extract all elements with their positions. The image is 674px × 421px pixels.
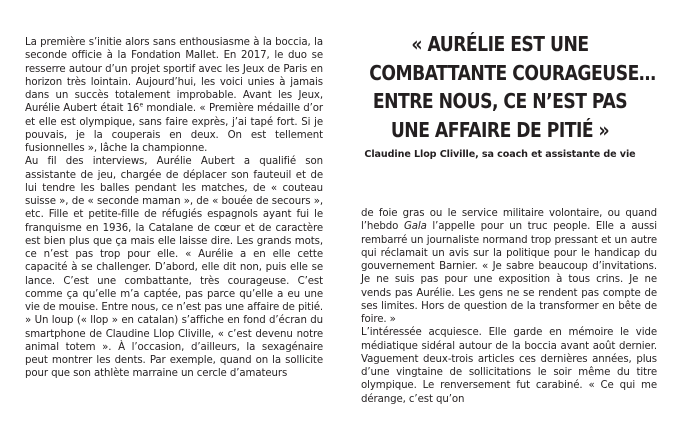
pull-quote-line: « AURÉLIE EST UNE xyxy=(411,32,589,56)
pull-quote-line: UNE AFFAIRE DE PITIÉ » xyxy=(390,117,610,142)
article-paragraph: Au fil des interviews, Aurélie Aubert a qualifié son assistante de jeu, chargée de déplacer son fauteuil et de lui tendre les balles pendant les matches, de « couteau suisse », de « seconde maman », de « bouée de secours », etc. Fille et petite-fille de réfugiés espagnols ayant fui le franquisme en 1936, la Catalane de cœur et de caractère est bien plus que ça mais elle laisse dire. Les grands mots, ce n’est pas trop pour elle. « Aurélie a en elle cette capacité à se challenger. D’abord, elle dit non, puis elle se lance. C’est une combattante, très courageuse. C’est comme ça qu’elle m’a captée, pas parce qu’elle a eu une vie de mouise. Entre nous, ce n’est pas une affaire de pitié. » Un loup (« llop » en catalan) s’affiche en fond d’écran du smartphone de Claudine Llop Cliville, « c’est devenu notre animal totem ». À l’occasion, d’ailleurs, la sexagénaire peut montrer les dents. Par exemple, quand on la sollicite pour que son athlète marraine un cercle d’amateurs xyxy=(25,156,323,380)
article-paragraph xyxy=(25,36,323,155)
article-left-column xyxy=(25,36,323,381)
pull-quote xyxy=(369,30,656,144)
ordinal-suffix: e xyxy=(139,101,144,109)
pull-quote-attribution: Claudine Llop Cliville, sa coach et assistante de vie xyxy=(364,149,636,160)
pull-quote-line: COMBATTANTE COURAGEUSE… xyxy=(369,60,656,85)
paragraph-text: La première s’initie alors sans enthousiasme à la boccia, la seconde officie à la Fondation Mallet. En 2017, le duo se resserre autour d’un projet sportif avec les Jeux de Paris en horizon très lointain. Aujourd’hui, les voici unies à jamais dans un succès totalement improbable. Avant les Jeux, Aurélie Aubert était 16 xyxy=(25,37,323,115)
paragraph-text: l’appelle pour un truc people. Elle a aussi rembarré un journaliste normand trop pressant et un autre qui réclamait un avis sur la politique pour le handicap du gouvernement Barnier. « Je sabre beaucoup d’invitations. Je ne suis pas pour une exposition à tous crins. Je ne vends pas Aurélie. Les gens ne se rendent pas compte de ses limites. Hors de question de la transformer en bête de foire. » xyxy=(361,221,657,325)
article-paragraph: L’intéressée acquiesce. Elle garde en mémoire le vide médiatique sidéral autour de la boccia avant août dernier. Vaguement deux-trois articles ces dernières années, plus d’une vingtaine de sollicitations le soir même du titre olympique. Le renversement fut carabiné. « Ce qui me dérange, c’est qu’on xyxy=(361,327,657,405)
magazine-title: Gala xyxy=(403,221,427,233)
pull-quote-block xyxy=(348,30,656,161)
paragraph-text: mondiale. « Première médaille d’or et elle est olympique, sans faire exprès, j’ai tapé fort. Si je pouvais, je la couperais en deux. On est tellement fusionnelles », lâche la championne. xyxy=(25,103,324,154)
paragraph-text: de foie gras ou le service militaire volontaire, ou quand l’hebdo xyxy=(361,208,657,233)
article-paragraph xyxy=(361,207,657,326)
article-right-column xyxy=(361,207,657,406)
pull-quote-line: ENTRE NOUS, CE N’EST PAS xyxy=(372,89,628,113)
